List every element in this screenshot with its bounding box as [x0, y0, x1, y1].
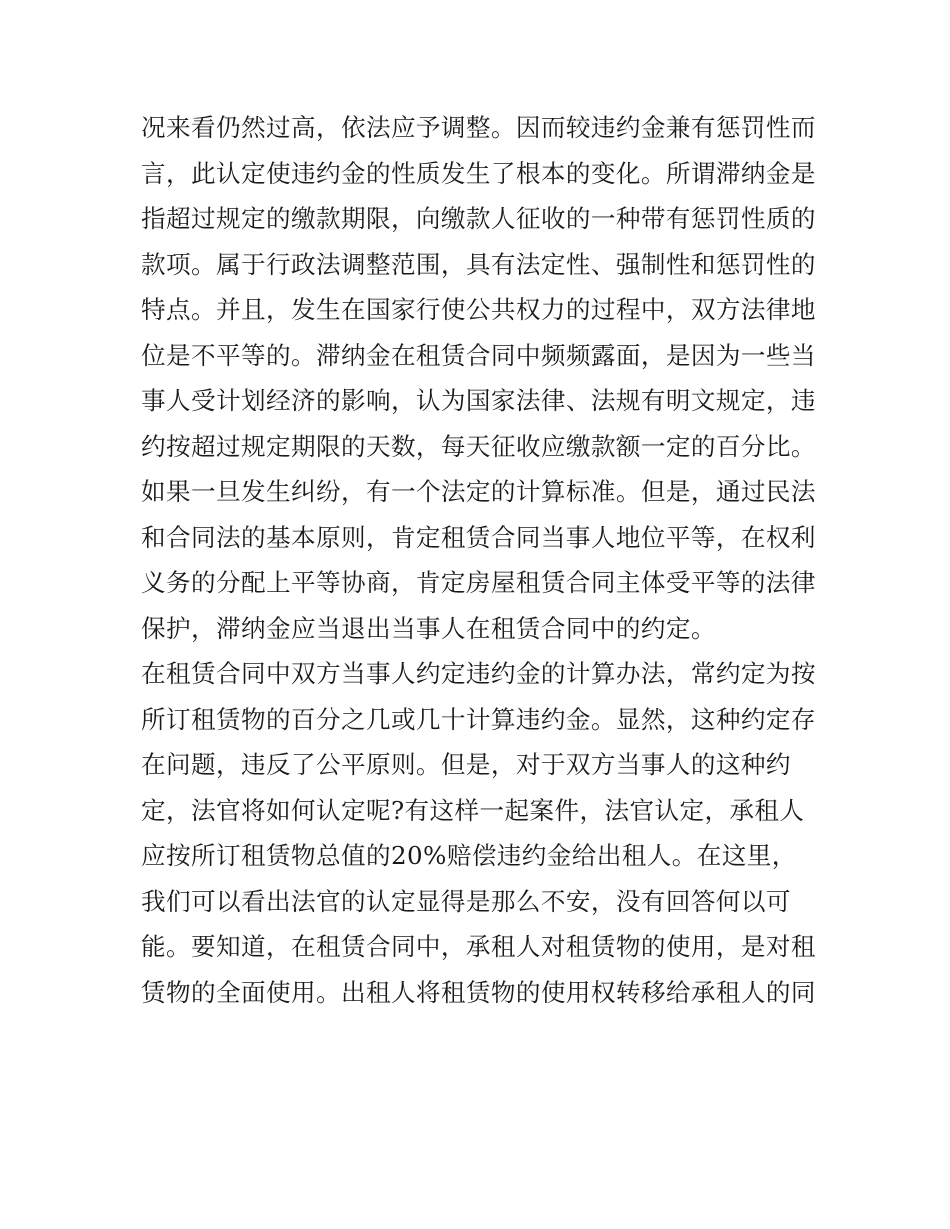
text-line: 言，此认定使违约金的性质发生了根本的变化。所谓滞纳金是 [141, 158, 816, 188]
text-line: 约按超过规定期限的天数，每天征收应缴款额一定的百分比。 [141, 431, 816, 461]
text-line: 和合同法的基本原则，肯定租赁合同当事人地位平等，在权利 [141, 522, 816, 552]
text-line: 应按所订租赁物总值的20%赔偿违约金给出租人。在这里， [141, 841, 797, 870]
body-text [141, 105, 821, 1015]
text-line: 位是不平等的。滞纳金在租赁合同中频频露面，是因为一些当 [141, 340, 816, 370]
text-line: 所订租赁物的百分之几或几十计算违约金。显然，这种约定存 [141, 704, 816, 734]
text-line: 如果一旦发生纠纷，有一个法定的计算标准。但是，通过民法 [141, 477, 816, 506]
text-line: 特点。并且，发生在国家行使公共权力的过程中，双方法律地 [141, 295, 816, 324]
text-line: 在问题，违反了公平原则。但是，对于双方当事人的这种约 [141, 750, 791, 779]
text-line: 能。要知道，在租赁合同中，承租人对租赁物的使用，是对租 [141, 932, 816, 961]
text-line: 指超过规定的缴款期限，向缴款人征收的一种带有惩罚性质的 [141, 204, 816, 233]
text-line: 在租赁合同中双方当事人约定违约金的计算办法，常约定为按 [141, 659, 816, 688]
text-line: 我们可以看出法官的认定显得是那么不安，没有回答何以可 [141, 886, 791, 916]
text-line: 款项。属于行政法调整范围，具有法定性、强制性和惩罚性的 [141, 249, 816, 279]
text-line: 赁物的全面使用。出租人将租赁物的使用权转移给承租人的同 [141, 977, 816, 1007]
text-line: 事人受计划经济的影响，认为国家法律、法规有明文规定，违 [141, 386, 816, 415]
text-line: 定，法官将如何认定呢?有这样一起案件，法官认定，承租人 [141, 795, 805, 825]
text-line: 保护，滞纳金应当退出当事人在租赁合同中的约定。 [141, 613, 716, 643]
text-line: 况来看仍然过高，依法应予调整。因而较违约金兼有惩罚性而 [141, 113, 816, 142]
text-line: 义务的分配上平等协商，肯定房屋租赁合同主体受平等的法律 [141, 568, 816, 597]
